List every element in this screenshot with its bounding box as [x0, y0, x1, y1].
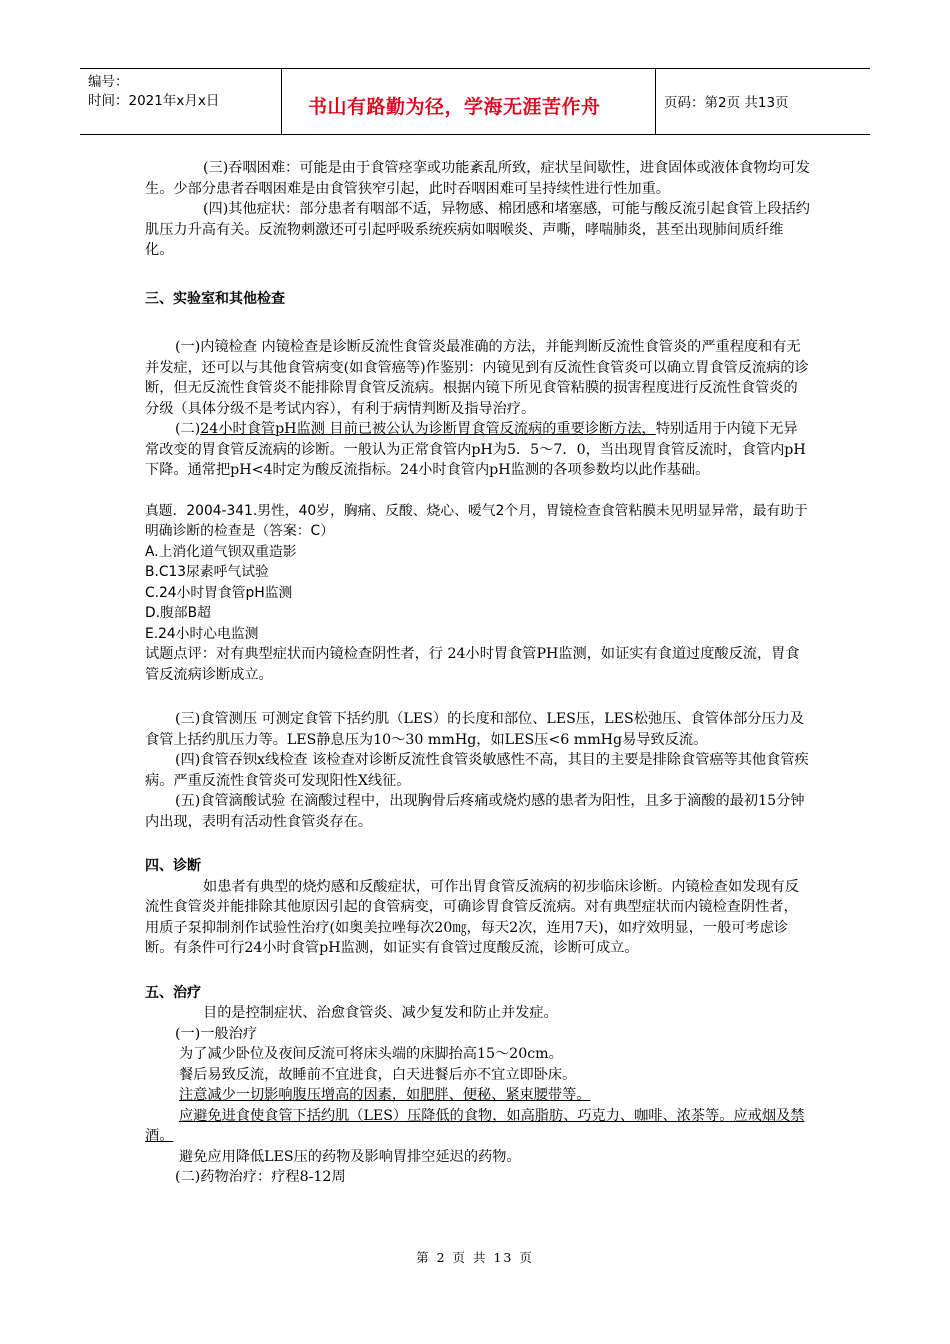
header-motto: 书山有路勤为径，学海无涯苦作舟	[308, 96, 601, 118]
question-stem: 真题．2004-341.男性，40岁，胸痛、反酸、烧心、嗳气2个月，胃镜检查食管粘膜未见明显异常，最有助于明确诊断的检查是（答案：C）	[145, 502, 808, 539]
heading-diagnosis: 四、诊断	[145, 858, 201, 874]
page-footer: 第 2 页 共 13 页	[416, 1250, 534, 1265]
paragraph-diagnosis: 如患者有典型的烧灼感和反酸症状，可作出胃食管反流病的初步临床诊断。内镜检查如发现有反流性食管炎并能排除其他原因引起的食管病变，可确诊胃食管反流病。对有典型症状而内镜检查阴性者，用质子泵抑制剂作试验性治疗(如奥美拉唑每次20㎎，每天2次，连用7天)，如疗效明显，一般可考虑诊断。有条件可行24小时食管pH监测，如证实有食管过度酸反流，诊断可成立。	[145, 878, 799, 956]
header-divider-left	[281, 68, 282, 135]
header-page-label: 页码：第2页 共13页	[664, 95, 789, 111]
question-option-b: B.C13尿素呼气试验	[145, 564, 269, 580]
ph-underlined: 24小时食管pH监测 目前已被公认为诊断胃食管反流病的重要诊断方法，	[200, 421, 656, 437]
paragraph-manometry: (三)食管测压 可测定食管下括约肌（LES）的长度和部位、LES压，LES松弛压、食管体部分压力及食管上括约肌压力等。LES静息压为10～30 mmHg，如LES压<6 mmHg易导致反流。	[145, 711, 805, 748]
header-bottom-rule	[80, 134, 870, 135]
paragraph-barium: (四)食管吞钡x线检查 该检查对诊断反流性食管炎敏感性不高，其目的主要是排除食管癌等其他食管疾病。严重反流性食管炎可发现阳性X线征。	[145, 752, 809, 789]
document-body-top	[145, 158, 810, 1188]
question-option-d: D.腹部B超	[145, 605, 211, 621]
paragraph-bed-elevation: 为了减少卧位及夜间反流可将床头端的床脚抬高15～20cm。	[179, 1046, 563, 1062]
paragraph-dysphagia: (三)吞咽困难：可能是由于食管痉挛或功能紊乱所致，症状呈间歇性，进食固体或液体食物均可发生。少部分患者吞咽困难是由食管狭窄引起，此时吞咽困难可呈持续性进行性加重。	[145, 160, 810, 197]
question-option-e: E.24小时心电监测	[145, 625, 259, 642]
paragraph-drug-avoid: 避免应用降低LES压的药物及影响胃排空延迟的药物。	[179, 1148, 521, 1165]
paragraph-acid-test: (五)食管滴酸试验 在滴酸过程中，出现胸骨后疼痛或烧灼感的患者为阳性，且多于滴酸的最初15分钟内出现，表明有活动性食管炎存在。	[145, 793, 805, 830]
paragraph-food-avoid: 应避免进食使食管下括约肌（LES）压降低的食物，如高脂肪、巧克力、咖啡、浓茶等。应戒烟及禁酒。	[145, 1107, 805, 1144]
ph-rest: 特别适用于内镜下无异常改变的胃食管反流病的诊断。一般认为正常食管内pH为5．5～7．0，当出现胃食管反流时，食管内pH下降。通常把pH<4时定为酸反流指标。24小时食管内pH监测的各项参数均以此作基础。	[145, 421, 806, 478]
question-option-a: A.上消化道气钡双重造影	[145, 543, 297, 560]
header-number-label: 编号：	[88, 74, 129, 90]
header-divider-right	[655, 68, 656, 135]
paragraph-abdominal-pressure: 注意减少一切影响腹压增高的因素，如肥胖、便秘、紧束腰带等。	[179, 1087, 591, 1103]
paragraph-general-treatment: (一)一般治疗	[175, 1025, 258, 1042]
header-top-rule	[80, 68, 870, 69]
heading-lab-tests: 三、实验室和其他检查	[145, 290, 285, 307]
paragraph-drug-therapy: (二)药物治疗：疗程8-12周	[175, 1169, 346, 1185]
paragraph-treatment-goal: 目的是控制症状、治愈食管炎、减少复发和防止并发症。	[203, 1005, 558, 1021]
paragraph-meal-advice: 餐后易致反流，故睡前不宜进食，白天进餐后亦不宜立即卧床。	[179, 1066, 577, 1083]
ph-lead: (二)	[175, 421, 201, 437]
heading-treatment: 五、治疗	[145, 984, 201, 1001]
paragraph-endoscopy: (一)内镜检查 内镜检查是诊断反流性食管炎最准确的方法，并能判断反流性食管炎的严重程度和有无并发症，还可以与其他食管病变(如食管癌等)作鉴别：内镜见到有反流性食管炎可以确立胃食管反流病的诊断，但无反流性食管炎不能排除胃食管反流病。根据内镜下所见食管粘膜的损害程度进行反流性食管炎的分级（具体分级不是考试内容），有利于病情判断及指导治疗。	[145, 339, 809, 417]
header-time-label: 时间：2021年x月x日	[88, 93, 220, 109]
paragraph-other-symptoms: (四)其他症状：部分患者有咽部不适，异物感、棉团感和堵塞感，可能与酸反流引起食管上段括约肌压力升高有关。反流物刺激还可引起呼吸系统疾病如咽喉炎、声嘶，哮喘肺炎，甚至出现肺间质纤维化。	[145, 201, 810, 258]
paragraph-ph-monitoring	[145, 419, 810, 481]
question-option-c: C.24小时胃食管pH监测	[145, 584, 293, 601]
question-comment: 试题点评：对有典型症状而内镜检查阴性者，行 24小时胃食管PH监测，如证实有食道过度酸反流，胃食管反流病诊断成立。	[145, 646, 800, 683]
